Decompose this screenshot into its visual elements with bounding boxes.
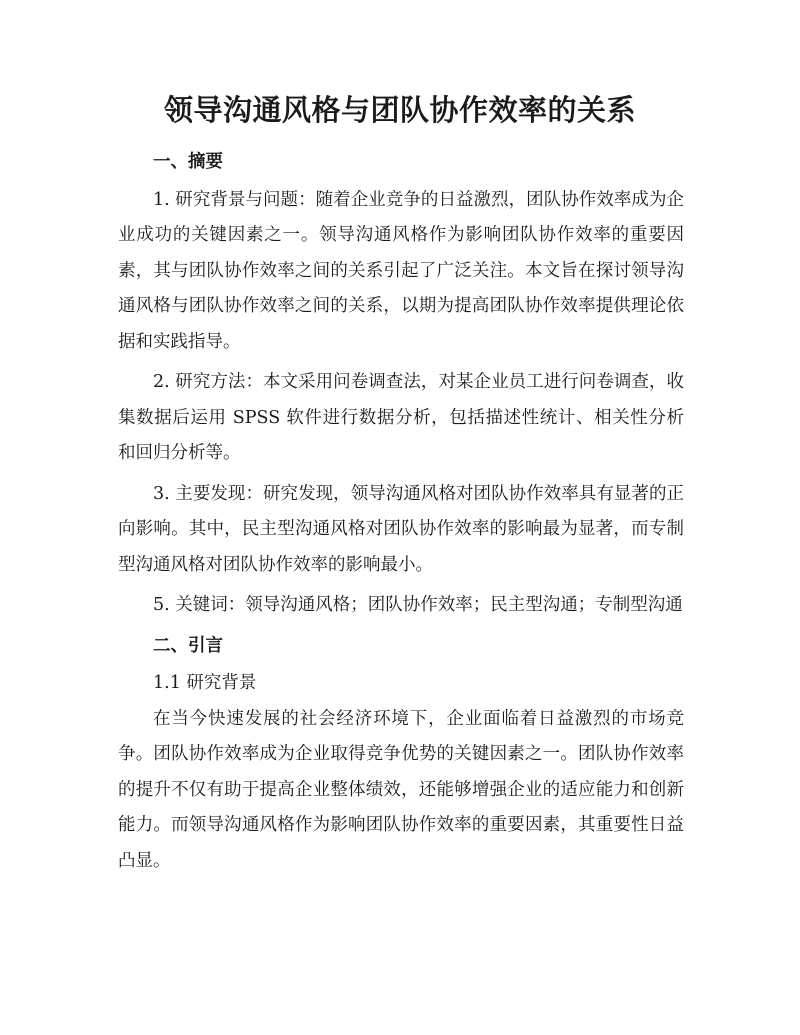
subsection-heading-background: 1.1 研究背景 xyxy=(153,673,257,693)
document-body xyxy=(118,145,684,879)
abstract-paragraph-keywords: 5. 关键词：领导沟通风格；团队协作效率；民主型沟通；专制型沟通 xyxy=(153,595,683,615)
section-heading-introduction: 二、引言 xyxy=(153,635,223,656)
introduction-paragraph: 在当今快速发展的社会经济环境下，企业面临着日益激烈的市场竞争。团队协作效率成为企业取得竞争优势的关键因素之一。团队协作效率的提升不仅有助于提高企业整体绩效，还能够增强企业的适应能力和创新能力。而领导沟通风格作为影响团队协作效率的重要因素，其重要性日益凸显。 xyxy=(118,708,684,871)
document-title: 领导沟通风格与团队协作效率的关系 xyxy=(163,93,636,127)
section-heading-abstract: 一、摘要 xyxy=(153,152,223,172)
abstract-paragraph-background: 1. 研究背景与问题：随着企业竞争的日益激烈，团队协作效率成为企业成功的关键因素之一。领导沟通风格作为影响团队协作效率的重要因素，其与团队协作效率之间的关系引起了广泛关注。本文旨在探讨领导沟通风格与团队协作效率之间的关系，以期为提高团队协作效率提供理论依据和实践指导。 xyxy=(118,189,684,352)
abstract-paragraph-method: 2. 研究方法：本文采用问卷调查法，对某企业员工进行问卷调查，收集数据后运用 SPSS 软件进行数据分析，包括描述性统计、相关性分析和回归分析等。 xyxy=(118,372,684,463)
abstract-paragraph-findings: 3. 主要发现：研究发现，领导沟通风格对团队协作效率具有显著的正向影响。其中，民主型沟通风格对团队协作效率的影响最为显著，而专制型沟通风格对团队协作效率的影响最小。 xyxy=(118,483,684,575)
